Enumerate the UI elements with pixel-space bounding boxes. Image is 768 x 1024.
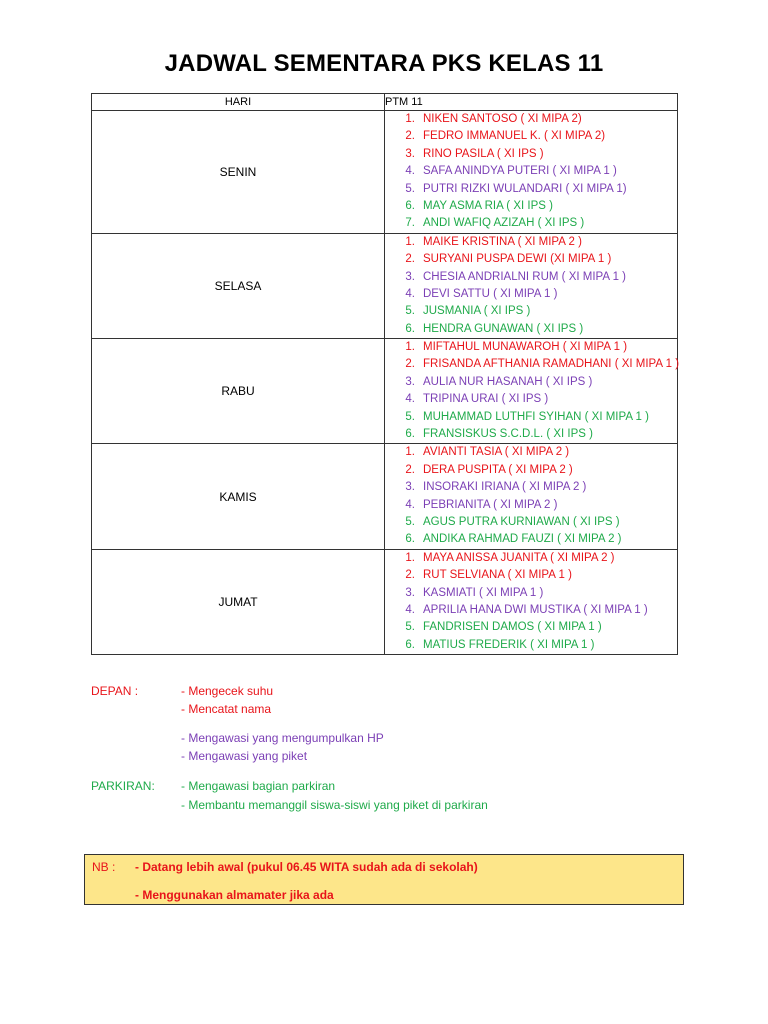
list-item [385,251,677,268]
list-item-number: 6. [405,199,415,212]
list-item [385,567,677,584]
list-item-name: HENDRA GUNAWAN ( XI IPS ) [423,322,584,335]
list-item-number: 4. [405,287,415,300]
list-item [385,602,677,619]
table-row [92,111,678,234]
list-item-name: ANDI WAFIQ AZIZAH ( XI IPS ) [423,217,585,230]
list-item [385,356,680,373]
list-item [385,409,677,426]
list-item [385,531,677,548]
parkiran-task-2: - Membantu memanggil siswa-siswi yang piket di parkiran [181,798,488,812]
list-item-name: CHESIA ANDRIALNI RUM ( XI MIPA 1 ) [423,270,626,283]
list-item [385,128,677,145]
schedule-body [92,111,678,655]
list-item-name: MUHAMMAD LUTHFI SYIHAN ( XI MIPA 1 ) [423,410,649,423]
parkiran-task-1: - Mengawasi bagian parkiran [181,779,336,793]
duty-list [385,550,677,654]
list-item [385,426,677,443]
list-item [385,462,677,479]
list-item-name: AVIANTI TASIA ( XI MIPA 2 ) [423,446,570,459]
depan-label: DEPAN : [91,684,139,698]
middle-task-2: - Mengawasi yang piket [181,749,308,763]
list-item-name: FRANSISKUS S.C.D.L. ( XI IPS ) [423,428,593,441]
list-item-number: 4. [405,165,415,178]
list-item-number: 3. [405,481,415,494]
list-item-name: TRIPINA URAI ( XI IPS ) [423,393,549,406]
nb-label: NB : [92,860,116,874]
list-item-name: MIFTAHUL MUNAWAROH ( XI MIPA 1 ) [423,341,628,354]
list-item [385,497,677,514]
list-item [385,286,677,303]
page-title: JADWAL SEMENTARA PKS KELAS 11 [164,50,604,77]
list-item [385,444,677,461]
nb-box [84,854,684,905]
nb-line-2: - Menggunakan almamater jika ada [135,888,334,902]
list-item-name: SAFA ANINDYA PUTERI ( XI MIPA 1 ) [423,165,617,178]
list-item-name: MATIUS FREDERIK ( XI MIPA 1 ) [423,638,595,651]
list-item-name: FANDRISEN DAMOS ( XI MIPA 1 ) [423,621,602,634]
list-item-name: DEVI SATTU ( XI MIPA 1 ) [423,287,558,300]
list-item-number: 5. [405,305,415,318]
table-row [92,549,678,654]
list-item-name: INSORAKI IRIANA ( XI MIPA 2 ) [423,481,587,494]
list-item-number: 3. [405,270,415,283]
list-item-number: 5. [405,621,415,634]
list-item-number: 1. [405,235,415,248]
list-item-name: MAY ASMA RIA ( XI IPS ) [423,199,553,212]
list-item-name: RINO PASILA ( XI IPS ) [423,147,544,160]
names-cell [385,444,678,549]
list-item-number: 6. [405,322,415,335]
list-item [385,619,677,636]
list-item-number: 1. [405,113,415,125]
list-item [385,321,677,338]
list-item [385,234,677,251]
names-cell [385,549,678,654]
list-item-number: 5. [405,182,415,195]
duty-list [385,339,680,443]
list-item [385,111,677,128]
list-item [385,215,677,232]
list-item-number: 4. [405,393,415,406]
day-cell: JUMAT [92,549,385,654]
list-item [385,391,677,408]
list-item [385,269,677,286]
list-item [385,146,677,163]
table-row [92,339,678,444]
list-item-number: 5. [405,410,415,423]
list-item-number: 5. [405,515,415,528]
list-item-number: 3. [405,586,415,599]
names-cell [385,339,678,444]
list-item-name: MAYA ANISSA JUANITA ( XI MIPA 2 ) [423,551,615,564]
list-item-name: KASMIATI ( XI MIPA 1 ) [423,586,544,599]
list-item [385,339,677,356]
list-item-name: RUT SELVIANA ( XI MIPA 1 ) [423,569,572,582]
parkiran-label: PARKIRAN: [91,779,155,793]
list-item-number: 6. [405,638,415,651]
list-item-name: MAIKE KRISTINA ( XI MIPA 2 ) [423,235,582,248]
list-item-number: 2. [405,463,415,476]
table-row [92,233,678,338]
names-cell [385,233,678,338]
table-row [92,444,678,549]
nb-line-1: - Datang lebih awal (pukul 06.45 WITA sudah ada di sekolah) [135,860,478,874]
schedule-table [91,93,678,655]
list-item-name: FRISANDA AFTHANIA RAMADHANI ( XI MIPA 1 ) [423,358,680,371]
list-item-number: 3. [405,147,415,160]
duty-list [385,444,677,548]
column-header-ptm: PTM 11 [385,94,678,111]
list-item-name: SURYANI PUSPA DEWI (XI MIPA 1 ) [423,253,612,266]
list-item-number: 1. [405,551,415,564]
day-cell: KAMIS [92,444,385,549]
list-item-name: APRILIA HANA DWI MUSTIKA ( XI MIPA 1 ) [423,603,648,616]
list-item [385,198,677,215]
column-header-hari: HARI [92,94,385,111]
depan-task-2: - Mencatat nama [181,702,272,716]
list-item-name: ANDIKA RAHMAD FAUZI ( XI MIPA 2 ) [423,533,622,546]
table-header-row [92,94,678,111]
list-item-name: JUSMANIA ( XI IPS ) [423,305,531,318]
list-item-number: 2. [405,358,415,371]
list-item-number: 7. [405,217,415,230]
list-item [385,374,677,391]
list-item-number: 1. [405,341,415,354]
day-cell: RABU [92,339,385,444]
list-item [385,303,677,320]
list-item [385,479,677,496]
list-item-number: 1. [405,446,415,459]
list-item-number: 2. [405,569,415,582]
list-item-number: 6. [405,533,415,546]
list-item-name: AULIA NUR HASANAH ( XI IPS ) [423,375,593,388]
list-item-number: 4. [405,498,415,511]
list-item-name: DERA PUSPITA ( XI MIPA 2 ) [423,463,573,476]
list-item-number: 4. [405,603,415,616]
list-item [385,514,677,531]
list-item [385,637,677,654]
list-item-name: FEDRO IMMANUEL K. ( XI MIPA 2) [423,130,606,143]
depan-task-1: - Mengecek suhu [181,684,274,698]
duty-list [385,111,677,233]
list-item [385,585,677,602]
list-item-name: NIKEN SANTOSO ( XI MIPA 2) [423,113,582,125]
duty-list [385,234,677,338]
list-item-name: PUTRI RIZKI WULANDARI ( XI MIPA 1) [423,182,627,195]
list-item [385,163,677,180]
list-item-number: 2. [405,130,415,143]
list-item [385,181,677,198]
list-item [385,550,677,567]
day-cell: SELASA [92,233,385,338]
list-item-name: PEBRIANITA ( XI MIPA 2 ) [423,498,558,511]
list-item-number: 2. [405,253,415,266]
day-cell: SENIN [92,111,385,234]
middle-task-1: - Mengawasi yang mengumpulkan HP [181,731,384,745]
list-item-name: AGUS PUTRA KURNIAWAN ( XI IPS ) [423,515,620,528]
names-cell [385,111,678,234]
list-item-number: 6. [405,428,415,441]
list-item-number: 3. [405,375,415,388]
